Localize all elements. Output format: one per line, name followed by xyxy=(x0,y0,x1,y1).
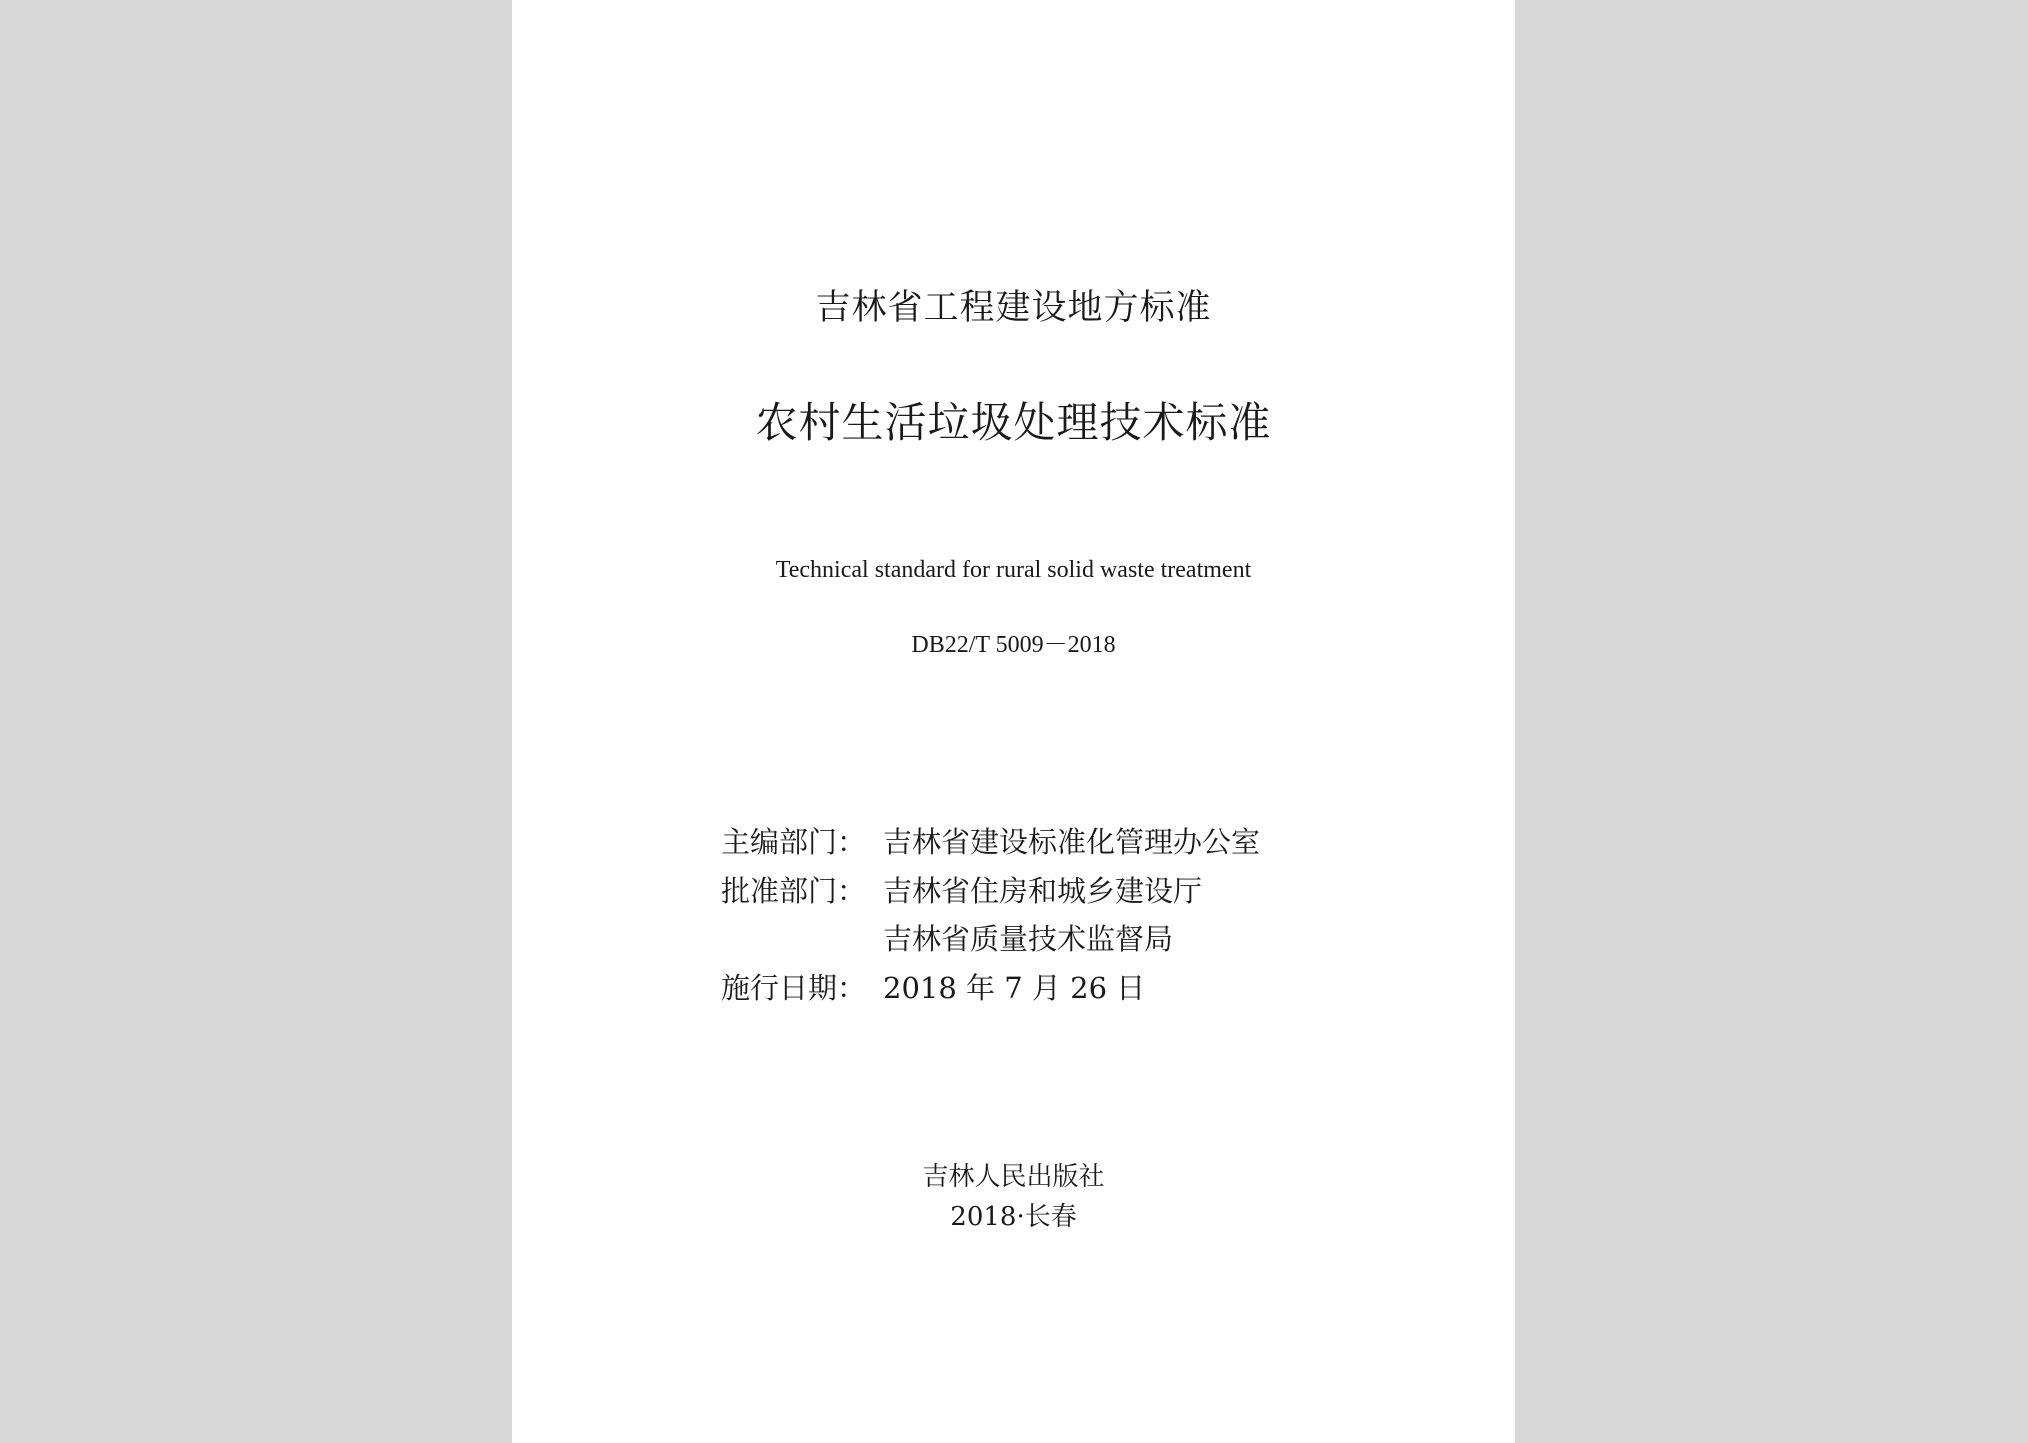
meta-value: 吉林省住房和城乡建设厅 xyxy=(883,873,1203,908)
meta-row-approver-2 xyxy=(721,915,1321,964)
standard-code: DB22/T 5009－2018 xyxy=(911,632,1116,658)
english-title: Technical standard for rural solid waste treatment xyxy=(775,557,1252,583)
issuing-info xyxy=(721,818,1321,1012)
publisher-name: 吉林人民出版社 xyxy=(922,1162,1105,1192)
document-page xyxy=(512,0,1515,1443)
meta-label: 施行日期： xyxy=(721,970,867,1005)
standard-series-heading: 吉林省工程建设地方标准 xyxy=(815,288,1212,328)
meta-row-effective-date xyxy=(721,964,1321,1013)
meta-value: 吉林省建设标准化管理办公室 xyxy=(883,825,1261,859)
publication-date-place: 2018·长春 xyxy=(950,1202,1077,1232)
meta-value: 吉林省质量技术监督局 xyxy=(883,922,1174,956)
document-title: 农村生活垃圾处理技术标准 xyxy=(755,398,1272,447)
meta-row-editor xyxy=(721,818,1321,867)
meta-label: 批准部门： xyxy=(721,873,867,908)
meta-row-approver xyxy=(721,867,1321,916)
meta-label: 主编部门： xyxy=(721,825,867,859)
meta-value: 2018 年 7 月 26 日 xyxy=(883,970,1146,1005)
meta-label xyxy=(721,915,883,964)
